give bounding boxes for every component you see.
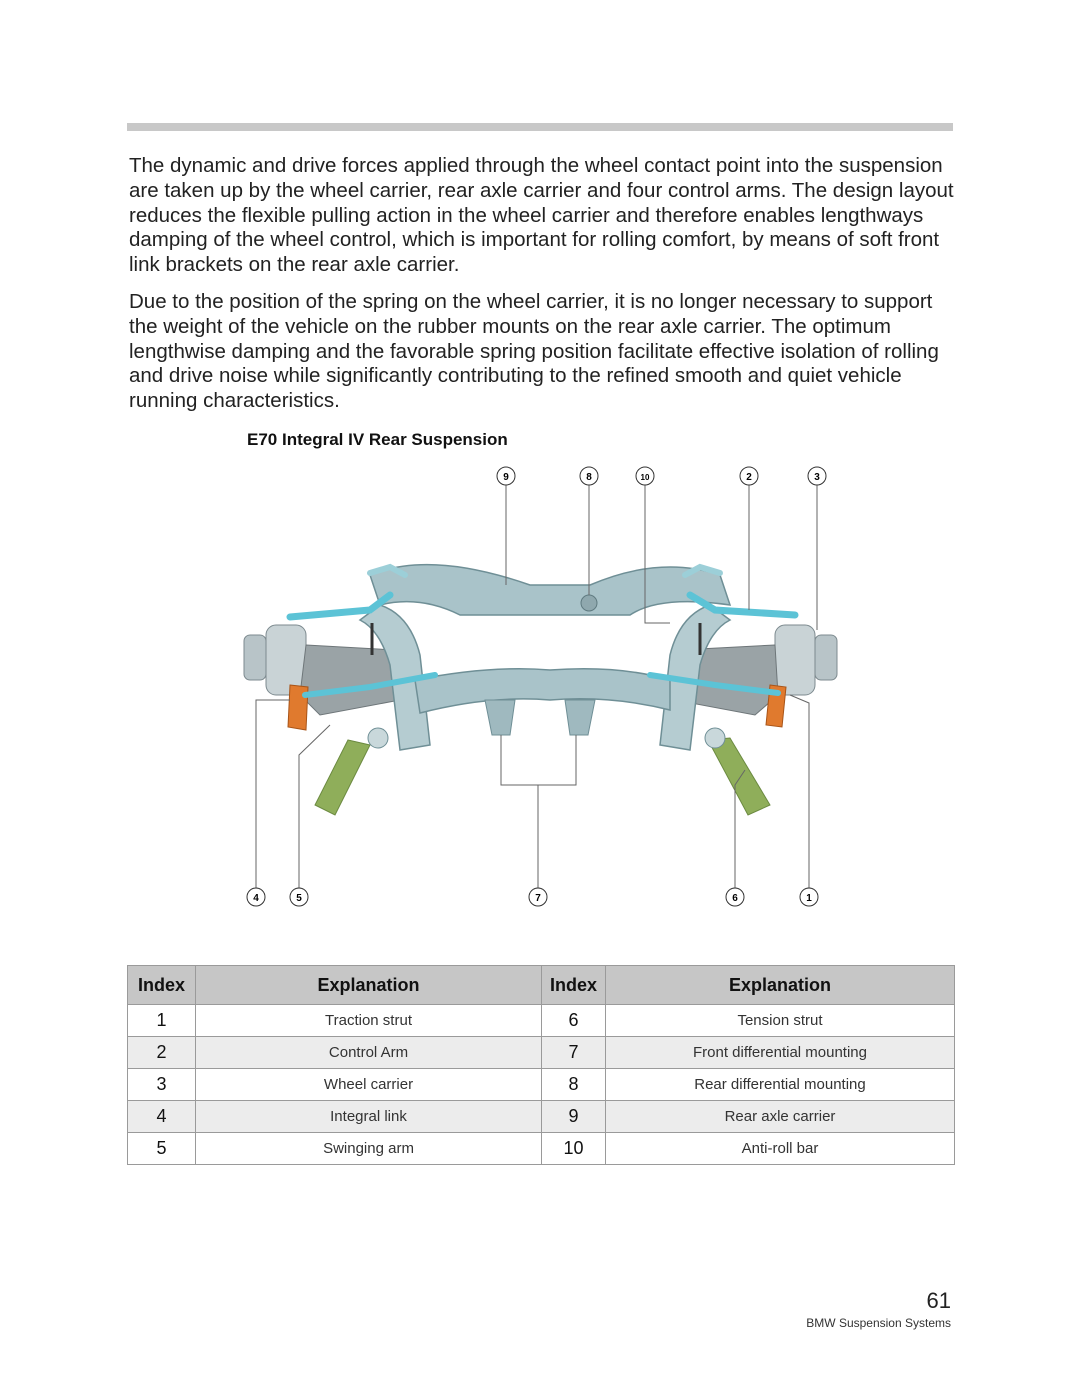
wheel-carrier-left (244, 625, 400, 715)
callout-8: 8 (586, 472, 592, 483)
footer-title: BMW Suspension Systems (806, 1316, 951, 1330)
table-cell-index: 5 (128, 1133, 196, 1165)
callout-6: 6 (732, 893, 738, 904)
table-row (128, 1037, 955, 1069)
integral-link-left (288, 685, 308, 730)
table-cell-explanation: Wheel carrier (196, 1069, 542, 1101)
table-cell-explanation: Integral link (196, 1101, 542, 1133)
table-cell-explanation: Swinging arm (196, 1133, 542, 1165)
table-cell-explanation: Tension strut (606, 1005, 955, 1037)
header-explanation-right: Explanation (606, 966, 955, 1005)
table-cell-index: 7 (542, 1037, 606, 1069)
callout-1: 1 (806, 893, 812, 904)
callout-4: 4 (253, 893, 259, 904)
callout-2: 2 (746, 472, 752, 483)
rear-suspension-diagram (230, 455, 850, 925)
paragraph-1: The dynamic and drive forces applied through the wheel contact point into the suspension are taken up by the wheel carrier, rear axle carrier and four control arms. The design layout reduces the flexible pulling action in the wheel carrier and therefore enables lengthways damping of the wheel control, which is important for rolling comfort, by means of soft front link brackets on the rear axle carrier. (129, 154, 954, 277)
header-index-left: Index (128, 966, 196, 1005)
table-row (128, 1101, 955, 1133)
callout-7: 7 (535, 893, 541, 904)
table-row (128, 1133, 955, 1165)
top-rule (127, 123, 953, 131)
table-cell-index: 9 (542, 1101, 606, 1133)
table-cell-index: 3 (128, 1069, 196, 1101)
table-cell-index: 1 (128, 1005, 196, 1037)
table-cell-explanation: Control Arm (196, 1037, 542, 1069)
legend-table (127, 965, 955, 1165)
callout-10: 10 (640, 473, 650, 482)
table-row (128, 1069, 955, 1101)
table-cell-index: 10 (542, 1133, 606, 1165)
leader-line-1 (790, 695, 809, 888)
table-cell-index: 2 (128, 1037, 196, 1069)
table-cell-explanation: Anti-roll bar (606, 1133, 955, 1165)
paragraph-2: Due to the position of the spring on the wheel carrier, it is no longer necessary to support the weight of the vehicle on the rubber mounts on the rear axle carrier. The optimum lengthwise damping and the favorable spring position facilitate effective isolation of rolling and drive noise while significantly contributing to the refined smooth and quiet vehicle running characteristics. (129, 290, 939, 413)
table-cell-explanation: Rear axle carrier (606, 1101, 955, 1133)
header-explanation-left: Explanation (196, 966, 542, 1005)
table-cell-explanation: Rear differential mounting (606, 1069, 955, 1101)
callout-5: 5 (296, 893, 302, 904)
rear-axle-carrier (360, 565, 730, 750)
leader-line-4 (256, 700, 290, 888)
tension-strut-left (315, 740, 370, 815)
table-header-row (128, 966, 955, 1005)
table-cell-explanation: Front differential mounting (606, 1037, 955, 1069)
table-cell-index: 4 (128, 1101, 196, 1133)
table-cell-index: 6 (542, 1005, 606, 1037)
table-cell-explanation: Traction strut (196, 1005, 542, 1037)
page-number: 61 (926, 1288, 951, 1313)
leader-line-7 (501, 735, 576, 785)
table-cell-index: 8 (542, 1069, 606, 1101)
callout-3: 3 (814, 472, 820, 483)
table-row (128, 1005, 955, 1037)
tension-strut-right (708, 738, 770, 815)
callout-9: 9 (503, 472, 509, 483)
header-index-right: Index (542, 966, 606, 1005)
figure-title: E70 Integral IV Rear Suspension (247, 430, 508, 449)
